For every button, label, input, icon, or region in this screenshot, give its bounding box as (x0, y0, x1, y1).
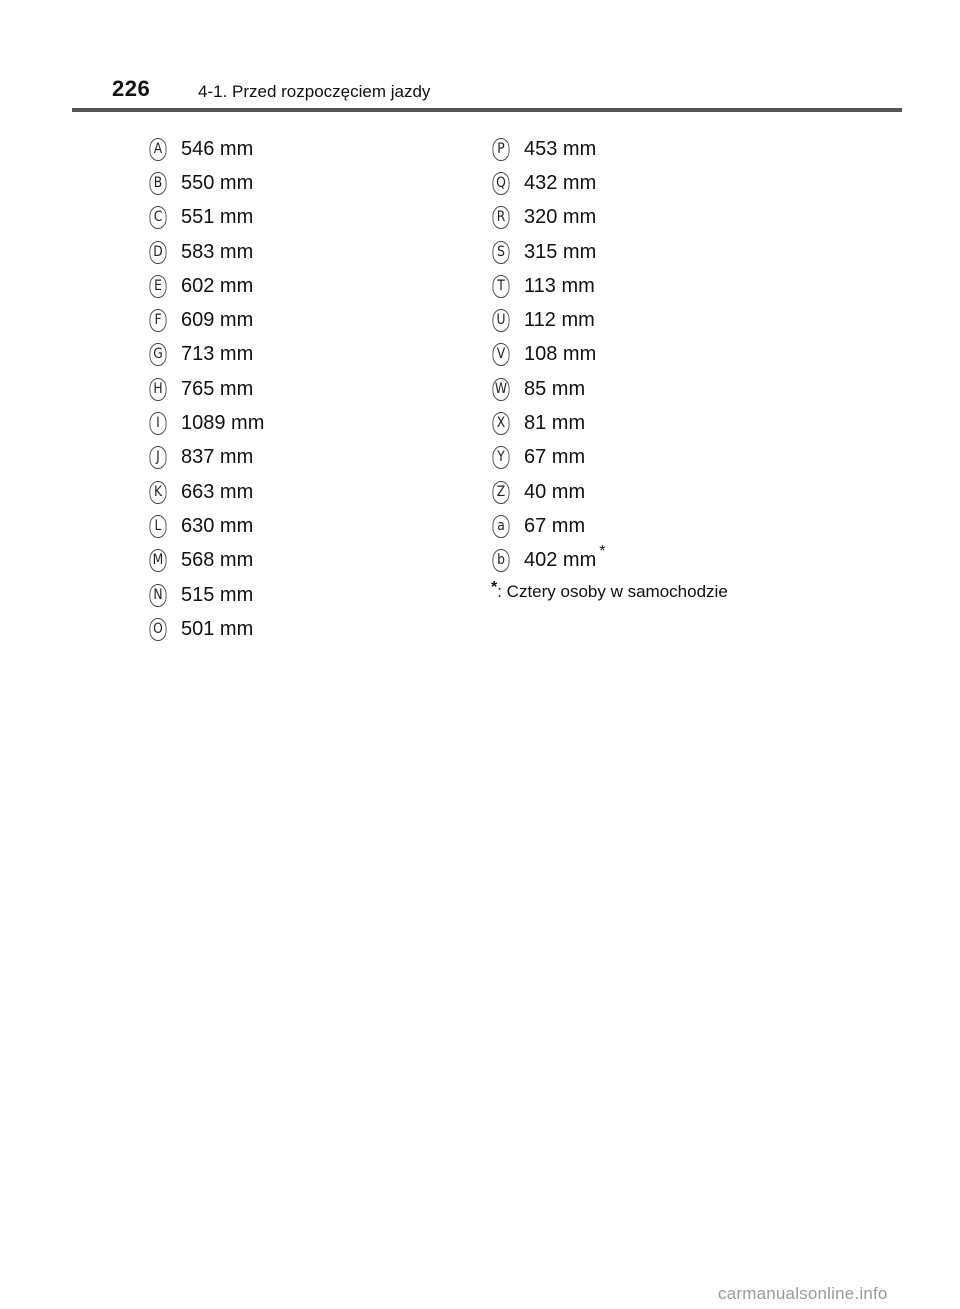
list-item (491, 166, 605, 200)
list-item (148, 372, 264, 406)
item-label-badge: W (493, 378, 510, 401)
item-value: 85 mm (524, 377, 586, 400)
item-value: 630 mm (181, 514, 254, 537)
item-value: 583 mm (181, 240, 254, 263)
item-label-badge: B (150, 172, 167, 195)
list-item (148, 612, 264, 646)
item-value: 546 mm (181, 137, 254, 160)
item-label-badge: O (150, 618, 167, 641)
item-label-badge: Y (493, 446, 510, 469)
item-value: 713 mm (181, 343, 254, 366)
list-item (491, 406, 605, 440)
footnote (491, 579, 728, 602)
item-label-badge: a (493, 515, 510, 538)
list-item (148, 269, 264, 303)
item-label-badge: H (150, 378, 167, 401)
list-item (148, 441, 264, 475)
footnote-text: : Cztery osoby w samochodzie (497, 582, 728, 601)
list-item (491, 475, 605, 509)
item-label-badge: U (493, 309, 510, 332)
item-value: 568 mm (181, 549, 254, 572)
item-label-badge: b (493, 549, 510, 572)
item-label-badge: T (493, 275, 510, 298)
item-label-badge: V (493, 343, 510, 366)
item-value: 81 mm (524, 412, 586, 435)
footnote-marker: * (599, 542, 606, 560)
item-label-badge: L (150, 515, 167, 538)
list-item (491, 303, 605, 337)
item-label-badge: M (150, 549, 167, 572)
item-label-badge: K (150, 481, 167, 504)
item-value: 40 mm (524, 480, 586, 503)
item-value: 550 mm (181, 171, 254, 194)
list-item (148, 338, 264, 372)
item-label-badge: G (150, 343, 167, 366)
list-item (148, 166, 264, 200)
item-value: 315 mm (524, 240, 597, 263)
list-item (491, 132, 605, 166)
list-item (491, 235, 605, 269)
list-item (148, 578, 264, 612)
item-label-badge: F (150, 309, 167, 332)
page-number: 226 (112, 76, 151, 101)
item-label-badge: C (150, 206, 167, 229)
list-item (491, 201, 605, 235)
item-value: 501 mm (181, 617, 254, 640)
watermark: carmanualsonline.info (718, 1284, 888, 1303)
item-value: 112 mm (524, 309, 595, 332)
list-item (491, 338, 605, 372)
list-item (491, 509, 605, 543)
list-item (491, 441, 605, 475)
list-item (148, 406, 264, 440)
item-label-badge: S (493, 241, 510, 264)
item-value: 1089 mm (181, 412, 265, 435)
item-value: 67 mm (524, 446, 586, 469)
item-label-badge: J (150, 446, 167, 469)
list-item (491, 544, 605, 578)
item-label-badge: X (493, 412, 510, 435)
item-value: 402 mm (524, 549, 597, 572)
item-label-badge: I (150, 412, 167, 435)
item-value: 765 mm (181, 377, 254, 400)
item-value: 113 mm (524, 274, 595, 297)
header-divider (72, 108, 902, 112)
item-label-badge: N (150, 584, 167, 607)
item-value: 602 mm (181, 274, 254, 297)
item-label-badge: Q (493, 172, 510, 195)
item-value: 609 mm (181, 309, 254, 332)
item-label-badge: P (493, 138, 510, 161)
item-label-badge: R (493, 206, 510, 229)
item-value: 663 mm (181, 480, 254, 503)
left-column (148, 132, 264, 646)
item-value: 837 mm (181, 446, 254, 469)
list-item (148, 235, 264, 269)
item-label-badge: A (150, 138, 167, 161)
list-item (148, 475, 264, 509)
item-label-badge: Z (493, 481, 510, 504)
item-label-badge: D (150, 241, 167, 264)
item-value: 320 mm (524, 206, 597, 229)
item-value: 432 mm (524, 171, 597, 194)
item-value: 108 mm (524, 343, 597, 366)
list-item (491, 372, 605, 406)
item-value: 551 mm (181, 206, 254, 229)
page-header (0, 0, 960, 120)
right-column (491, 132, 605, 578)
list-item (148, 303, 264, 337)
item-value: 67 mm (524, 514, 586, 537)
section-title: 4-1. Przed rozpoczęciem jazdy (198, 82, 431, 101)
list-item (491, 269, 605, 303)
list-item (148, 201, 264, 235)
footnote-marker: * (491, 579, 498, 596)
list-item (148, 132, 264, 166)
item-label-badge: E (150, 275, 167, 298)
item-value: 515 mm (181, 583, 254, 606)
list-item (148, 509, 264, 543)
list-item (148, 544, 264, 578)
item-value: 453 mm (524, 137, 597, 160)
